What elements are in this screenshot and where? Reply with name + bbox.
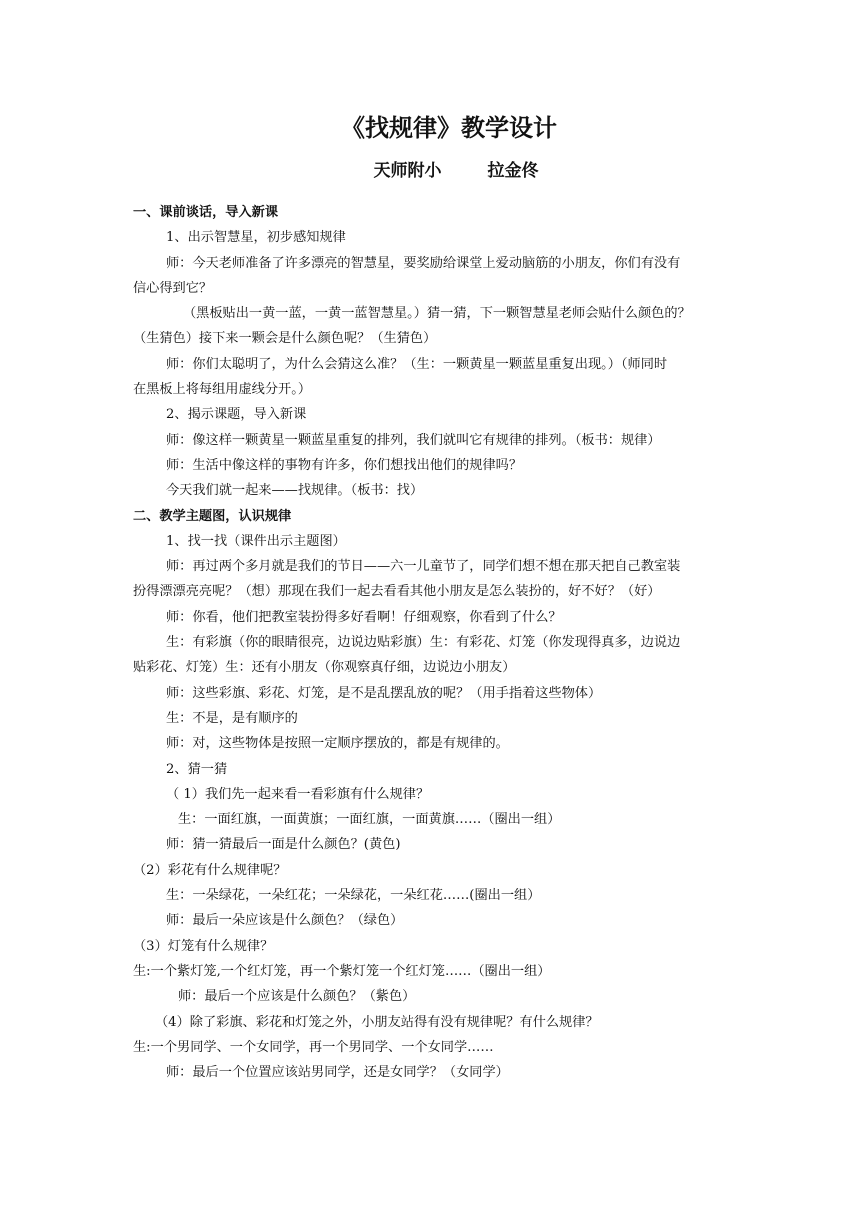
author-school: 天师附小 <box>373 161 442 181</box>
body-line: 1、出示智慧星，初步感知规律 <box>166 230 346 246</box>
body-line: 2、猜一猜 <box>166 761 228 777</box>
body-line: （4）除了彩旗、彩花和灯笼之外，小朋友站得有没有规律呢？有什么规律？ <box>155 1014 599 1030</box>
body-line: 师：猜一猜最后一面是什么颜色？(黄色) <box>166 837 401 853</box>
body-line: 扮得漂漂亮亮呢？（想）那现在我们一起去看看其他小朋友是怎么装扮的，好不好？（好） <box>133 584 661 600</box>
body-line: 师：最后一个位置应该站男同学，还是女同学？（女同学） <box>166 1065 509 1081</box>
body-line: 生：一朵绿花，一朵红花；一朵绿花，一朵红花……(圈出一组） <box>166 888 541 904</box>
author-byline <box>0 158 860 184</box>
section-heading: 一、课前谈话，导入新课 <box>133 205 279 220</box>
body-line: 师：今天老师准备了许多漂亮的智慧星，要奖励给课堂上爱动脑筋的小朋友，你们有没有 <box>166 255 681 271</box>
body-line: 师：生活中像这样的事物有许多，你们想找出他们的规律吗？ <box>166 457 523 473</box>
document-body <box>133 200 731 1085</box>
body-line: 生：一面红旗，一面黄旗；一面红旗，一面黄旗……（圈出一组） <box>178 812 561 828</box>
author-name: 拉金佟 <box>487 161 539 181</box>
body-line: 今天我们就一起来——找规律。（板书：找） <box>166 483 424 499</box>
body-line: （2）彩花有什么规律呢？ <box>133 862 287 878</box>
body-line: （生猜色）接下来一颗会是什么颜色呢？（生猜色） <box>133 331 437 347</box>
body-line: 师：像这样一颗黄星一颗蓝星重复的排列，我们就叫它有规律的排列。（板书：规律） <box>166 432 661 448</box>
body-line: 1、找一找（课件出示主题图） <box>166 533 346 549</box>
body-line: 师：这些彩旗、彩花、灯笼，是不是乱摆乱放的呢？（用手指着这些物体） <box>166 685 602 701</box>
body-line: （ 1）我们先一起来看一看彩旗有什么规律？ <box>166 786 430 802</box>
body-line: 师：再过两个多月就是我们的节日——六一儿童节了，同学们想不想在那天把自己教室装 <box>166 559 681 575</box>
section-heading: 二、教学主题图，认识规律 <box>133 508 292 524</box>
document-title: 《找规律》教学设计 <box>341 114 557 142</box>
body-line: 师：你看，他们把教室装扮得多好看啊！仔细观察，你看到了什么？ <box>166 609 562 625</box>
body-line: 生：不是，是有顺序的 <box>166 710 298 726</box>
body-line: （3）灯笼有什么规律？ <box>133 938 274 954</box>
body-line: 2、揭示课题，导入新课 <box>166 407 307 423</box>
body-line: 生:一个紫灯笼,一个红灯笼，再一个紫灯笼一个红灯笼……（圈出一组） <box>133 963 551 979</box>
body-line: 师：你们太聪明了，为什么会猜这么准？（生：一颗黄星一颗蓝星重复出现。）（师同时 <box>166 356 668 372</box>
body-line: 师：最后一朵应该是什么颜色？（绿色） <box>166 913 404 929</box>
body-line: 信心得到它？ <box>133 280 213 296</box>
body-line: 师：对，这些物体是按照一定顺序摆放的，都是有规律的。 <box>166 736 509 752</box>
body-line: （黑板贴出一黄一蓝，一黄一蓝智慧星。）猜一猜，下一颗智慧星老师会贴什么颜色的？ <box>183 306 691 322</box>
body-line: 生:一个男同学、一个女同学，再一个男同学、一个女同学…… <box>133 1039 494 1055</box>
body-line: 在黑板上将每组用虚线分开。） <box>133 382 312 398</box>
body-line: 贴彩花、灯笼）生：还有小朋友（你观察真仔细，边说边小朋友） <box>133 660 516 676</box>
body-line: 生：有彩旗（你的眼睛很亮，边说边贴彩旗）生：有彩花、灯笼（你发现得真多，边说边 <box>166 635 681 651</box>
body-line: 师：最后一个应该是什么颜色？（紫色） <box>178 989 416 1005</box>
